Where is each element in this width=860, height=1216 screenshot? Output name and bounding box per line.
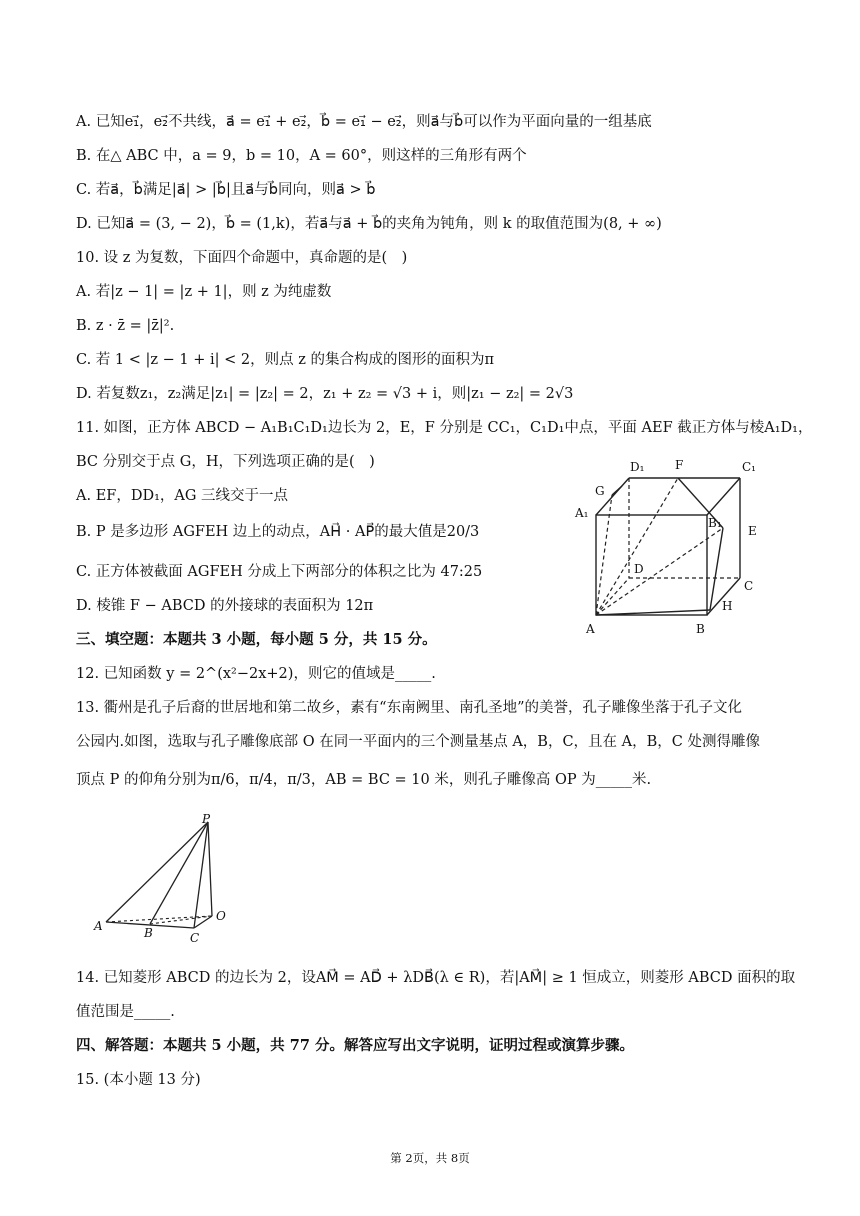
section-3-heading: 三、填空题：本题共 3 小题，每小题 5 分，共 15 分。 — [76, 631, 437, 648]
label-p: P — [202, 812, 211, 826]
q10-option-a: A. 若|z − 1| = |z + 1|，则 z 为纯虚数 — [76, 284, 332, 300]
cube-figure — [560, 455, 775, 640]
label-a1: A₁ — [575, 506, 589, 520]
q11-stem-line1: 11. 如图，正方体 ABCD − A₁B₁C₁D₁边长为 2，E，F 分别是 CC₁，C₁D₁中点，平面 AEF 截正方体与棱A₁D₁， — [76, 420, 813, 436]
q13-line1: 13. 衢州是孔子后裔的世居地和第二故乡，素有“东南阙里、南孔圣地”的美誉，孔子雕像坐落于孔子文化 — [76, 700, 742, 716]
q14-line2: 值范围是_____. — [76, 1004, 175, 1020]
label-c-pyramid: C — [190, 931, 200, 944]
q15: 15. (本小题 13 分) — [76, 1072, 201, 1088]
q11-option-b: B. P 是多边形 AGFEH 边上的动点，AH⃗ · AP⃗的最大值是20/3 — [76, 524, 480, 540]
q11-option-c: C. 正方体被截面 AGFEH 分成上下两部分的体积之比为 47:25 — [76, 564, 483, 580]
label-d1: D₁ — [630, 460, 645, 474]
q11-option-a: A. EF，DD₁，AG 三线交于一点 — [76, 488, 289, 504]
label-b: B — [696, 622, 705, 636]
label-b-pyramid: B — [144, 926, 153, 940]
label-e: E — [748, 524, 757, 538]
q10-stem: 10. 设 z 为复数，下面四个命题中，真命题的是( ) — [76, 250, 408, 266]
q9-option-b: B. 在△ ABC 中，a = 9，b = 10，A = 60°，则这样的三角形有两个 — [76, 148, 527, 164]
label-d: D — [634, 562, 644, 576]
q9-option-d: D. 已知a⃗ = (3, − 2)，b⃗ = (1,k)，若a⃗与a⃗ + b⃗的夹角为钝角，则 k 的取值范围为(8, + ∞) — [76, 216, 662, 232]
q13-line3: 顶点 P 的仰角分别为π/6，π/4，π/3，AB = BC = 10 米，则孔子雕像高 OP 为_____米. — [76, 772, 652, 788]
label-a-pyramid: A — [94, 919, 103, 933]
cube-front-face — [596, 515, 707, 615]
label-o: O — [216, 909, 226, 923]
q10-option-b: B. z · z̄ = |z̄|². — [76, 318, 175, 334]
q11-stem-line2: BC 分别交于点 G，H，下列选项正确的是( ) — [76, 454, 375, 470]
label-h: H — [722, 599, 733, 613]
label-g: G — [595, 484, 605, 498]
q9-option-c: C. 若a⃗，b⃗满足|a⃗| > |b⃗|且a⃗与b⃗同向，则a⃗ > b⃗ — [76, 182, 376, 198]
q9-option-a: A. 已知e₁⃗，e₂⃗不共线，a⃗ = e₁⃗ + e₂⃗，b⃗ = e₁⃗ − e₂⃗，则a⃗与b⃗可以作为平面向量的一组基底 — [76, 114, 652, 130]
q10-option-c: C. 若 1 < |z − 1 + i| < 2，则点 z 的集合构成的图形的面积为π — [76, 352, 494, 368]
q11-option-d: D. 棱锥 F − ABCD 的外接球的表面积为 12π — [76, 598, 374, 614]
label-c1: C₁ — [742, 460, 756, 474]
page-footer: 第 2页，共 8页 — [390, 1151, 470, 1165]
label-a: A — [586, 622, 595, 636]
q14-line1: 14. 已知菱形 ABCD 的边长为 2，设AM⃗ = AD⃗ + λDB⃗(λ ∈ R)，若|AM⃗| ≥ 1 恒成立，则菱形 ABCD 面积的取 — [76, 970, 796, 986]
label-f: F — [675, 458, 684, 472]
q10-option-d: D. 若复数z₁，z₂满足|z₁| = |z₂| = 2，z₁ + z₂ = √3 + i，则|z₁ − z₂| = 2√3 — [76, 386, 574, 402]
label-c: C — [744, 579, 754, 593]
section-4-heading: 四、解答题：本题共 5 小题，共 77 分。解答应写出文字说明，证明过程或演算步骤。 — [76, 1037, 634, 1054]
q13-line2: 公园内.如图，选取与孔子雕像底部 O 在同一平面内的三个测量基点 A，B，C，且在 A，B，C 处测得雕像 — [76, 734, 760, 750]
q12: 12. 已知函数 y = 2^(x²−2x+2)，则它的值域是_____. — [76, 666, 436, 682]
pyramid-figure — [90, 812, 240, 944]
label-b1: B₁ — [708, 516, 722, 530]
